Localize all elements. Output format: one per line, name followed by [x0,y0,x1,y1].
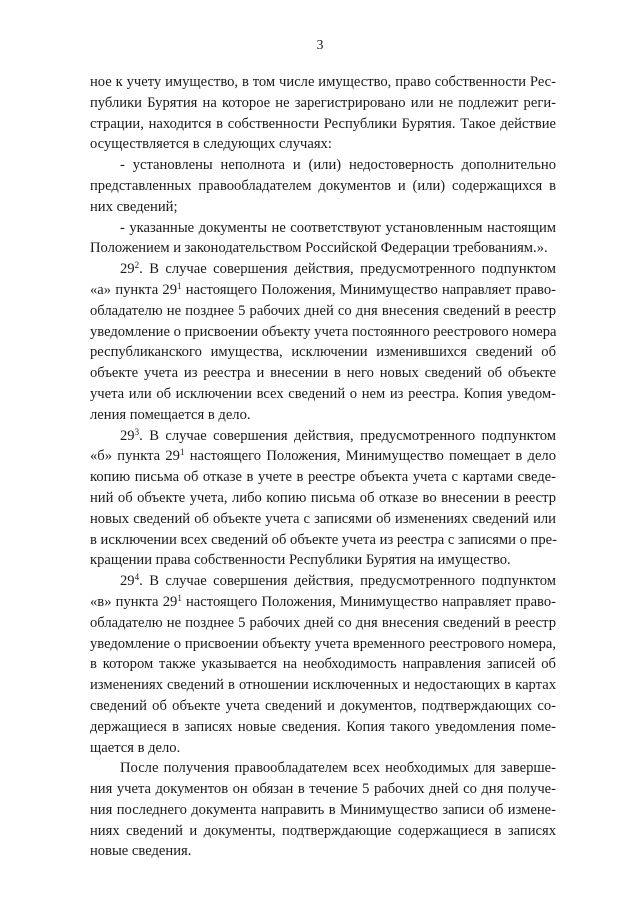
section-number: 29 [120,427,135,444]
text-span: «в» пункта 29 [90,593,178,610]
section-29-3 [90,426,556,572]
text-line: ния учета документов он обязан в течение 5 рабочих дней со дня получе- [90,781,556,798]
text-line: страции, находится в собственности Республики Бурятия. Такое действие [90,115,556,132]
text-line: объекте учета из реестра и внесении в него новых сведений об объекте [90,365,556,382]
text-line: в котором также указывается на необходимость направления записей об [90,656,556,673]
superscript: 1 [179,447,185,458]
text-line: уведомление о присвоении объекту учета постоянного реестрового номера [90,323,557,340]
text-line [90,280,556,301]
document-body [90,72,556,862]
text-line: них сведений; [90,198,178,215]
superscript: 4 [134,572,140,583]
text-span: «а» пункта 29 [90,281,178,298]
text-line: кращении права собственности Республики Бурятия на имущество. [90,552,511,569]
paragraph-continuation [90,72,556,155]
superscript: 2 [134,260,140,271]
list-item [90,155,556,217]
superscript: 1 [177,280,182,291]
superscript: 3 [134,426,140,437]
text-line [90,426,556,447]
text-line: уведомление о присвоении объекту учета временного реестрового номера, [90,635,556,652]
text-line: - установлены неполнота и (или) недостоверность дополнительно [120,157,556,174]
text-line [90,592,556,613]
text-line: осуществляется в следующих случаях: [90,136,332,153]
text-line: ния последнего документа направить в Минимущество записи об измене- [90,801,556,818]
text-span: . В случае совершения действия, предусмотренного подпунктом [139,427,556,444]
text-line: изменениях сведений в отношении исключенных и недостающих в картах [90,677,556,694]
text-line: сведений об объекте учета сведений и документов, подтверждающих со- [90,697,556,714]
text-line: представленных правообладателем документов и (или) содержащихся в [90,177,556,194]
text-span: настоящего Положения, Минимущество направляет право- [181,281,557,298]
text-line [90,259,556,280]
text-line: - указанные документы не соответствуют установленным настоящим [120,219,556,236]
text-line: ления помещается в дело. [90,406,251,423]
page-number: 3 [316,38,324,53]
text-line: Положением и законодательством Российской Федерации требованиям.». [90,240,548,257]
text-line [90,446,556,467]
text-line: ний об объекте учета, либо копию письма об отказе во внесении в реестр [90,489,556,506]
text-span: . В случае совершения действия, предусмотренного подпунктом [139,573,556,590]
list-item [90,218,556,260]
text-line: щается в дело. [90,739,181,756]
text-line: в исключении всех сведений об объекте учета из реестра с записями о пре- [90,531,557,548]
text-line: новые сведения. [90,843,192,860]
text-span: настоящего Положения, Минимущество помещает в дело [184,448,556,465]
text-span: . В случае совершения действия, предусмотренного подпунктом [139,261,556,278]
text-line: учета или об исключении всех сведений о нем из реестра. Копия уведом- [90,385,556,402]
section-number: 29 [120,573,135,590]
text-line: копию письма об отказе в учете в реестре объекта учета с картами сведе- [90,469,556,486]
text-line: держащиеся в записях новые сведения. Копия такого уведомления поме- [90,718,556,735]
text-line: ниях сведений и документы, подтверждающие содержащиеся в записях [90,822,556,839]
text-line: публики Бурятия на которое не зарегистрировано или не подлежит реги- [90,94,556,111]
text-line [90,571,556,592]
text-span: «б» пункта 29 [90,448,180,465]
text-line: обладателю не позднее 5 рабочих дней со дня внесения сведений в реестр [90,614,556,631]
section-29-2 [90,259,556,425]
text-line: ное к учету имущество, в том числе имущество, право собственности Рес- [90,74,556,90]
text-span: настоящего Положения, Минимущество направляет право- [181,593,556,610]
text-line: новых сведений об объекте учета с записями об изменениях сведений или [90,510,556,527]
text-line: После получения правообладателем всех необходимых для заверше- [120,760,556,777]
text-line: обладателю не позднее 5 рабочих дней со дня внесения сведений в реестр [90,302,556,319]
section-number: 29 [120,261,135,278]
superscript: 1 [177,592,182,603]
section-29-4 [90,571,556,758]
paragraph-final [90,758,556,862]
text-line: республиканского имущества, исключении изменившихся сведений об [90,344,556,361]
